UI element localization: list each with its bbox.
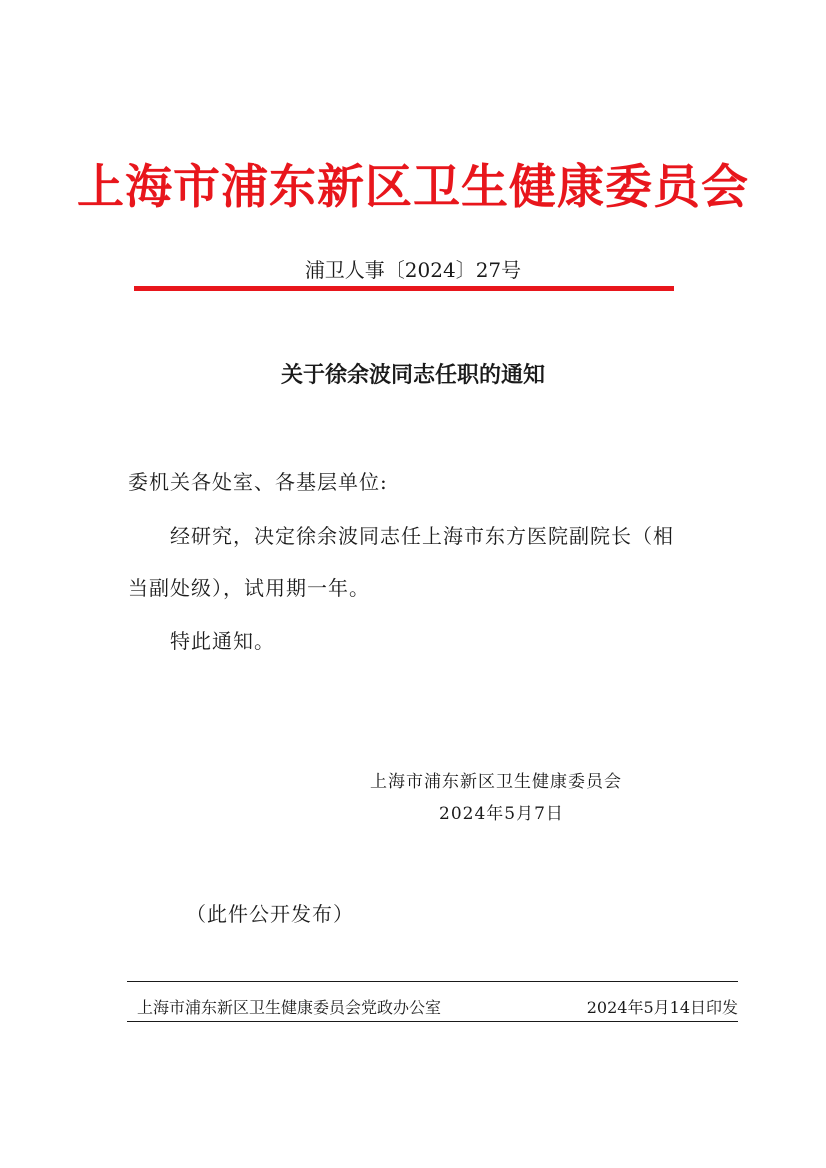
addressee-line: 委机关各处室、各基层单位: (128, 470, 388, 494)
body-paragraph-line-1: 经研究，决定徐余波同志任上海市东方医院副院长（相 (170, 524, 674, 548)
notice-title: 关于徐余波同志任职的通知 (280, 363, 545, 388)
closing-sentence: 特此通知。 (170, 629, 275, 653)
footer-print-date: 2024年5月14日印发 (586, 998, 738, 1017)
document-number: 浦卫人事〔2024〕27号 (304, 258, 522, 282)
signature-date: 2024年5月7日 (439, 804, 564, 824)
footer-issuing-office: 上海市浦东新区卫生健康委员会党政办公室 (137, 998, 442, 1017)
footer-top-rule (127, 981, 738, 982)
organization-header-title: 上海市浦东新区卫生健康委员会 (77, 160, 749, 215)
publication-note: （此件公开发布） (186, 902, 354, 926)
signatory-organization: 上海市浦东新区卫生健康委员会 (370, 772, 622, 792)
body-paragraph-line-2: 当副处级），试用期一年。 (128, 576, 370, 600)
red-divider-line (134, 286, 674, 291)
footer-bottom-rule (127, 1021, 738, 1022)
